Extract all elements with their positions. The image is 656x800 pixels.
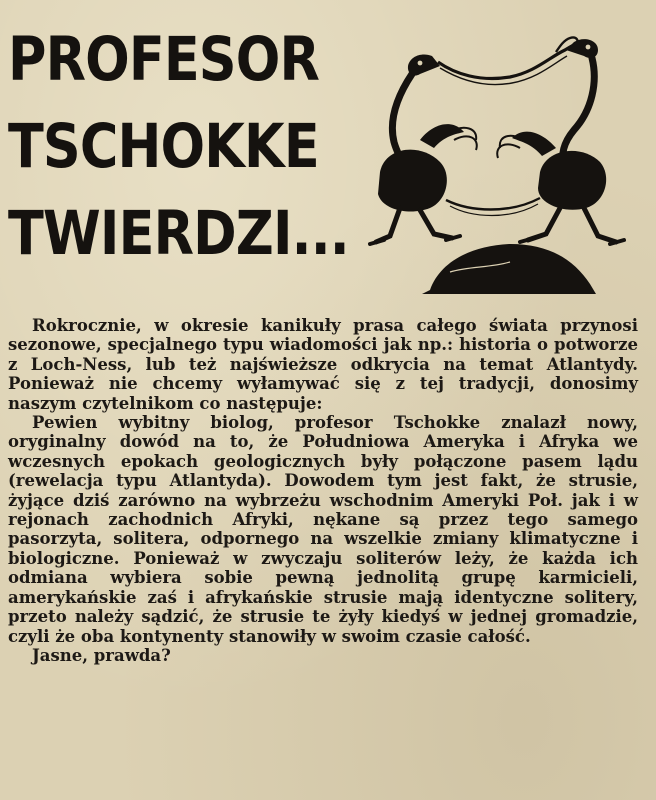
two-ostriches-with-tapeworm-icon	[360, 22, 650, 302]
article-body	[8, 316, 638, 665]
headline	[8, 16, 349, 277]
headline-line-3: TWIERDZI...	[8, 198, 349, 269]
article-paragraph-closing: Jasne, prawda?	[32, 645, 171, 665]
article-paragraph-main: Pewien wybitny biolog, profesor Tschokke znalazł nowy, oryginalny dowód na to, że Południowa Ameryka i Afryka we wczesnych epokach geologicznych były połączone pasem lądu (rewelacja typu Atlantyda). Dowodem tym jest fakt, że strusie, żyjące dziś zarówno na wybrzeżu wschodnim Ameryki Poł. jak i w rejonach zachodnich Afryki, nękane są przez tego samego pasorzyta, solitera, odpornego na wszelkie zmiany klimatyczne i biologiczne. Ponieważ w zwyczaju soliterów leży, że każda ich odmiana wybiera sobie pewną jednolitą grupę karmicieli, amerykańskie zaś i afrykańskie strusie mają identyczne solitery, przeto należy sądzić, że strusie te żyły kiedyś w jednej gromadzie, czyli że oba kontynenty stanowiły w swoim czasie całość.	[8, 413, 638, 646]
article-paragraph-intro: Rokrocznie, w okresie kanikuły prasa całego świata przynosi sezonowe, specjalnego typu wiadomości jak np.: historia o potworze z Loch-Ness, lub też najświeższe odkrycia na temat Atlantydy. Ponieważ nie chcemy wyłamywać się z tej tradycji, donosimy naszym czytelnikom co następuje:	[8, 316, 638, 413]
headline-line-1: PROFESOR	[8, 24, 320, 95]
headline-line-2: TSCHOKKE	[8, 111, 319, 182]
